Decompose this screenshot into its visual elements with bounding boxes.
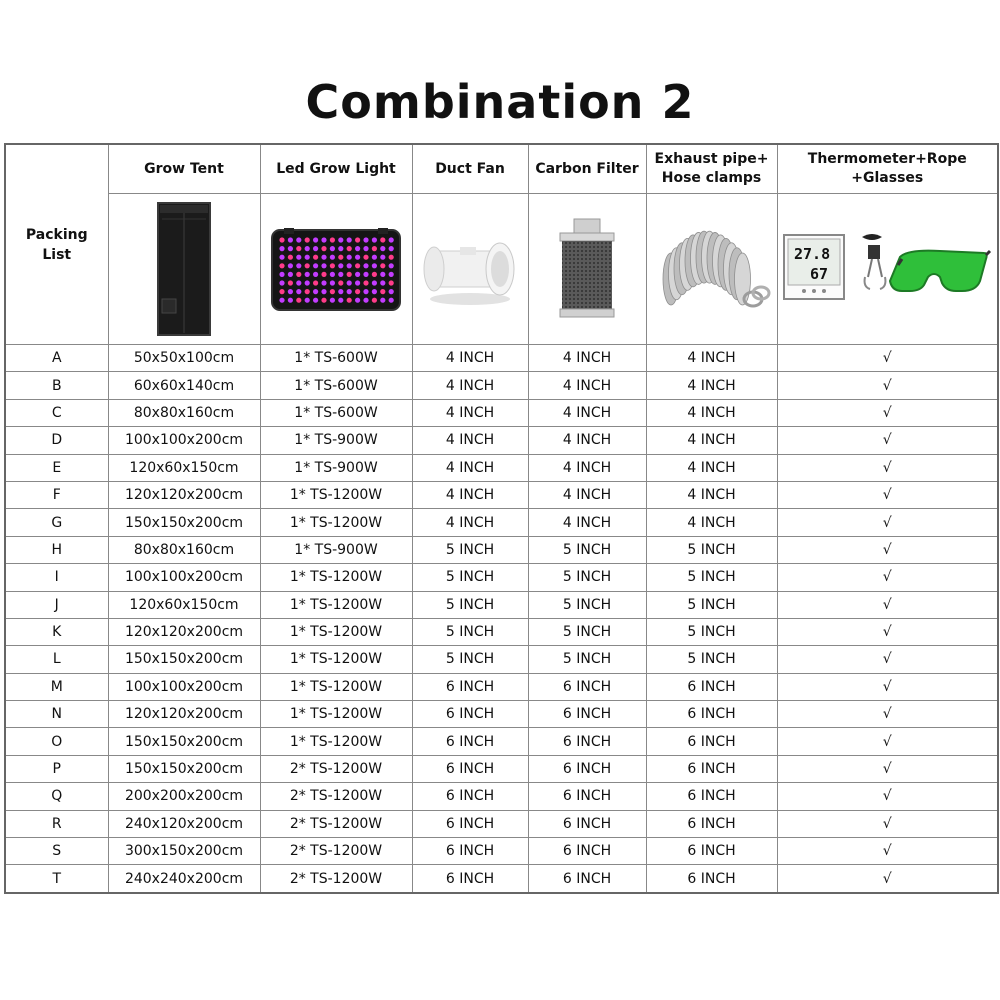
- accessories-check-cell: √: [777, 536, 998, 563]
- grow-light-cell: 1* TS-1200W: [260, 728, 412, 755]
- tent-size-cell: 150x150x200cm: [108, 646, 260, 673]
- accessories-check-cell: √: [777, 728, 998, 755]
- table-row: [5, 481, 998, 508]
- exhaust-pipe-cell: 5 INCH: [646, 564, 777, 591]
- table-row: [5, 810, 998, 837]
- grow-light-cell: 1* TS-1200W: [260, 591, 412, 618]
- led-grow-light-icon: [270, 224, 402, 314]
- duct-fan-cell: 6 INCH: [412, 755, 528, 782]
- grow-tent-icon: [154, 199, 214, 339]
- duct-fan-cell: 4 INCH: [412, 454, 528, 481]
- table-row: [5, 427, 998, 454]
- packing-table: [4, 143, 999, 894]
- duct-fan-cell: 4 INCH: [412, 509, 528, 536]
- table-row: [5, 838, 998, 865]
- accessories-check-cell: √: [777, 509, 998, 536]
- carbon-filter-cell: 5 INCH: [528, 536, 646, 563]
- row-id-cell: E: [5, 454, 108, 481]
- accessories-check-cell: √: [777, 838, 998, 865]
- carbon-filter-cell: 6 INCH: [528, 783, 646, 810]
- tent-size-cell: 300x150x200cm: [108, 838, 260, 865]
- row-id-cell: B: [5, 372, 108, 399]
- carbon-filter-image-cell: [528, 194, 646, 345]
- grow-light-cell: 2* TS-1200W: [260, 810, 412, 837]
- row-id-cell: K: [5, 618, 108, 645]
- row-id-cell: J: [5, 591, 108, 618]
- duct-fan-cell: 5 INCH: [412, 618, 528, 645]
- row-id-cell: L: [5, 646, 108, 673]
- exhaust-pipe-cell: 6 INCH: [646, 838, 777, 865]
- tent-size-cell: 100x100x200cm: [108, 564, 260, 591]
- tent-size-cell: 240x240x200cm: [108, 865, 260, 893]
- thermometer-temp-readout: 27.8: [794, 245, 831, 263]
- duct-fan-cell: 6 INCH: [412, 865, 528, 893]
- duct-fan-cell: 4 INCH: [412, 345, 528, 372]
- exhaust-pipe-cell: 4 INCH: [646, 427, 777, 454]
- grow-light-cell: 1* TS-1200W: [260, 673, 412, 700]
- exhaust-pipe-cell: 6 INCH: [646, 865, 777, 893]
- tent-size-cell: 120x120x200cm: [108, 481, 260, 508]
- grow-light-cell: 1* TS-900W: [260, 454, 412, 481]
- exhaust-pipe-cell: 4 INCH: [646, 399, 777, 426]
- row-id-cell: T: [5, 865, 108, 893]
- grow-light-cell: 2* TS-1200W: [260, 755, 412, 782]
- row-id-cell: G: [5, 509, 108, 536]
- tent-size-cell: 150x150x200cm: [108, 728, 260, 755]
- tent-size-cell: 120x120x200cm: [108, 701, 260, 728]
- tent-size-cell: 80x80x160cm: [108, 536, 260, 563]
- table-row: [5, 536, 998, 563]
- table-row: [5, 783, 998, 810]
- duct-fan-cell: 4 INCH: [412, 372, 528, 399]
- grow-light-cell: 1* TS-1200W: [260, 564, 412, 591]
- accessories-check-cell: √: [777, 673, 998, 700]
- exhaust-header-line2: Hose clamps: [661, 170, 762, 186]
- tent-size-cell: 120x60x150cm: [108, 454, 260, 481]
- thermometer-humidity-readout: 67: [810, 265, 829, 283]
- table-row: [5, 673, 998, 700]
- grow-light-cell: 1* TS-1200W: [260, 646, 412, 673]
- accessories-check-cell: √: [777, 865, 998, 893]
- packing-list-label: Packing List: [25, 226, 88, 263]
- tent-size-cell: 120x120x200cm: [108, 618, 260, 645]
- grow-light-cell: 2* TS-1200W: [260, 865, 412, 893]
- grow-light-cell: 1* TS-1200W: [260, 481, 412, 508]
- carbon-filter-cell: 5 INCH: [528, 564, 646, 591]
- carbon-filter-cell: 5 INCH: [528, 646, 646, 673]
- carbon-filter-cell: 4 INCH: [528, 481, 646, 508]
- table-row: [5, 701, 998, 728]
- row-id-cell: R: [5, 810, 108, 837]
- exhaust-pipe-cell: 6 INCH: [646, 673, 777, 700]
- carbon-filter-cell: 4 INCH: [528, 345, 646, 372]
- duct-fan-cell: 6 INCH: [412, 783, 528, 810]
- carbon-filter-cell: 6 INCH: [528, 838, 646, 865]
- carbon-filter-cell: 6 INCH: [528, 755, 646, 782]
- row-id-cell: M: [5, 673, 108, 700]
- duct-fan-cell: 6 INCH: [412, 701, 528, 728]
- row-id-cell: C: [5, 399, 108, 426]
- row-id-cell: D: [5, 427, 108, 454]
- carbon-filter-cell: 5 INCH: [528, 618, 646, 645]
- exhaust-pipe-cell: 4 INCH: [646, 372, 777, 399]
- grow-light-cell: 1* TS-900W: [260, 536, 412, 563]
- duct-fan-cell: 5 INCH: [412, 536, 528, 563]
- carbon-filter-cell: 4 INCH: [528, 454, 646, 481]
- row-id-cell: F: [5, 481, 108, 508]
- exhaust-pipe-cell: 6 INCH: [646, 728, 777, 755]
- table-row: [5, 454, 998, 481]
- grow-light-cell: 2* TS-1200W: [260, 838, 412, 865]
- duct-fan-cell: 4 INCH: [412, 481, 528, 508]
- accessories-check-cell: √: [777, 591, 998, 618]
- carbon-filter-cell: 6 INCH: [528, 701, 646, 728]
- accessories-check-cell: √: [777, 345, 998, 372]
- tent-size-cell: 120x60x150cm: [108, 591, 260, 618]
- tent-size-cell: 100x100x200cm: [108, 673, 260, 700]
- carbon-filter-cell: 6 INCH: [528, 673, 646, 700]
- packing-list-header: [5, 144, 108, 345]
- grow-light-cell: 1* TS-600W: [260, 372, 412, 399]
- duct-fan-cell: 5 INCH: [412, 646, 528, 673]
- exhaust-pipe-image-cell: [646, 194, 777, 345]
- carbon-filter-cell: 6 INCH: [528, 865, 646, 893]
- grow-tent-header: Grow Tent: [108, 144, 260, 194]
- duct-fan-icon: [420, 229, 520, 309]
- page-title: Combination 2: [305, 75, 695, 129]
- accessories-check-cell: √: [777, 454, 998, 481]
- grow-light-cell: 1* TS-1200W: [260, 509, 412, 536]
- tent-size-cell: 150x150x200cm: [108, 755, 260, 782]
- accessories-check-cell: √: [777, 646, 998, 673]
- exhaust-pipe-cell: 4 INCH: [646, 481, 777, 508]
- carbon-filter-cell: 4 INCH: [528, 509, 646, 536]
- thermo-header-line2: +Glasses: [851, 170, 924, 186]
- row-id-cell: I: [5, 564, 108, 591]
- accessories-check-cell: √: [777, 810, 998, 837]
- carbon-filter-cell: 4 INCH: [528, 427, 646, 454]
- duct-fan-cell: 6 INCH: [412, 838, 528, 865]
- exhaust-pipe-cell: 6 INCH: [646, 810, 777, 837]
- carbon-filter-cell: 4 INCH: [528, 399, 646, 426]
- led-light-image-cell: [260, 194, 412, 345]
- accessories-check-cell: √: [777, 372, 998, 399]
- grow-light-cell: 1* TS-1200W: [260, 701, 412, 728]
- grow-light-cell: 1* TS-900W: [260, 427, 412, 454]
- duct-fan-cell: 5 INCH: [412, 564, 528, 591]
- accessories-check-cell: √: [777, 618, 998, 645]
- row-id-cell: H: [5, 536, 108, 563]
- grow-light-cell: 2* TS-1200W: [260, 783, 412, 810]
- packing-table-body: [5, 345, 998, 893]
- carbon-filter-cell: 6 INCH: [528, 810, 646, 837]
- grow-tent-image-cell: [108, 194, 260, 345]
- accessories-check-cell: √: [777, 427, 998, 454]
- exhaust-pipe-header: [646, 144, 777, 194]
- row-id-cell: A: [5, 345, 108, 372]
- accessories-check-cell: √: [777, 755, 998, 782]
- tent-size-cell: 200x200x200cm: [108, 783, 260, 810]
- tent-size-cell: 60x60x140cm: [108, 372, 260, 399]
- duct-fan-cell: 4 INCH: [412, 399, 528, 426]
- duct-fan-cell: 4 INCH: [412, 427, 528, 454]
- thermometer-image-cell: [777, 194, 998, 345]
- exhaust-pipe-cell: 4 INCH: [646, 345, 777, 372]
- row-id-cell: Q: [5, 783, 108, 810]
- grow-light-cell: 1* TS-600W: [260, 345, 412, 372]
- accessories-check-cell: √: [777, 564, 998, 591]
- row-id-cell: O: [5, 728, 108, 755]
- tent-size-cell: 150x150x200cm: [108, 509, 260, 536]
- tent-size-cell: 100x100x200cm: [108, 427, 260, 454]
- exhaust-pipe-cell: 5 INCH: [646, 591, 777, 618]
- table-row: [5, 399, 998, 426]
- exhaust-pipe-cell: 5 INCH: [646, 536, 777, 563]
- thermo-header-line1: Thermometer+Rope: [807, 151, 967, 167]
- exhaust-pipe-cell: 4 INCH: [646, 454, 777, 481]
- carbon-filter-cell: 4 INCH: [528, 372, 646, 399]
- table-row: [5, 345, 998, 372]
- row-id-cell: N: [5, 701, 108, 728]
- duct-fan-cell: 5 INCH: [412, 591, 528, 618]
- table-row: [5, 755, 998, 782]
- grow-light-cell: 1* TS-1200W: [260, 618, 412, 645]
- table-row: [5, 564, 998, 591]
- tent-size-cell: 240x120x200cm: [108, 810, 260, 837]
- table-row: [5, 865, 998, 893]
- exhaust-pipe-cell: 6 INCH: [646, 701, 777, 728]
- exhaust-pipe-cell: 6 INCH: [646, 755, 777, 782]
- tent-size-cell: 50x50x100cm: [108, 345, 260, 372]
- duct-fan-image-cell: [412, 194, 528, 345]
- table-row: [5, 372, 998, 399]
- exhaust-pipe-icon: [653, 219, 771, 319]
- accessories-check-cell: √: [777, 783, 998, 810]
- exhaust-pipe-cell: 5 INCH: [646, 618, 777, 645]
- accessories-check-cell: √: [777, 701, 998, 728]
- carbon-filter-icon: [552, 217, 622, 321]
- thermometer-header: [777, 144, 998, 194]
- tent-size-cell: 80x80x160cm: [108, 399, 260, 426]
- exhaust-pipe-cell: 6 INCH: [646, 783, 777, 810]
- accessories-check-cell: √: [777, 399, 998, 426]
- duct-fan-cell: 6 INCH: [412, 810, 528, 837]
- carbon-filter-cell: 5 INCH: [528, 591, 646, 618]
- row-id-cell: S: [5, 838, 108, 865]
- table-row: [5, 646, 998, 673]
- accessories-check-cell: √: [777, 481, 998, 508]
- grow-light-cell: 1* TS-600W: [260, 399, 412, 426]
- duct-fan-header: Duct Fan: [412, 144, 528, 194]
- led-grow-light-header: Led Grow Light: [260, 144, 412, 194]
- table-row: [5, 728, 998, 755]
- thermometer-rope-glasses-icon: [782, 229, 992, 309]
- table-row: [5, 509, 998, 536]
- row-id-cell: P: [5, 755, 108, 782]
- duct-fan-cell: 6 INCH: [412, 673, 528, 700]
- carbon-filter-header: Carbon Filter: [528, 144, 646, 194]
- duct-fan-cell: 6 INCH: [412, 728, 528, 755]
- table-row: [5, 591, 998, 618]
- carbon-filter-cell: 6 INCH: [528, 728, 646, 755]
- exhaust-header-line1: Exhaust pipe+: [654, 151, 769, 167]
- exhaust-pipe-cell: 5 INCH: [646, 646, 777, 673]
- exhaust-pipe-cell: 4 INCH: [646, 509, 777, 536]
- table-row: [5, 618, 998, 645]
